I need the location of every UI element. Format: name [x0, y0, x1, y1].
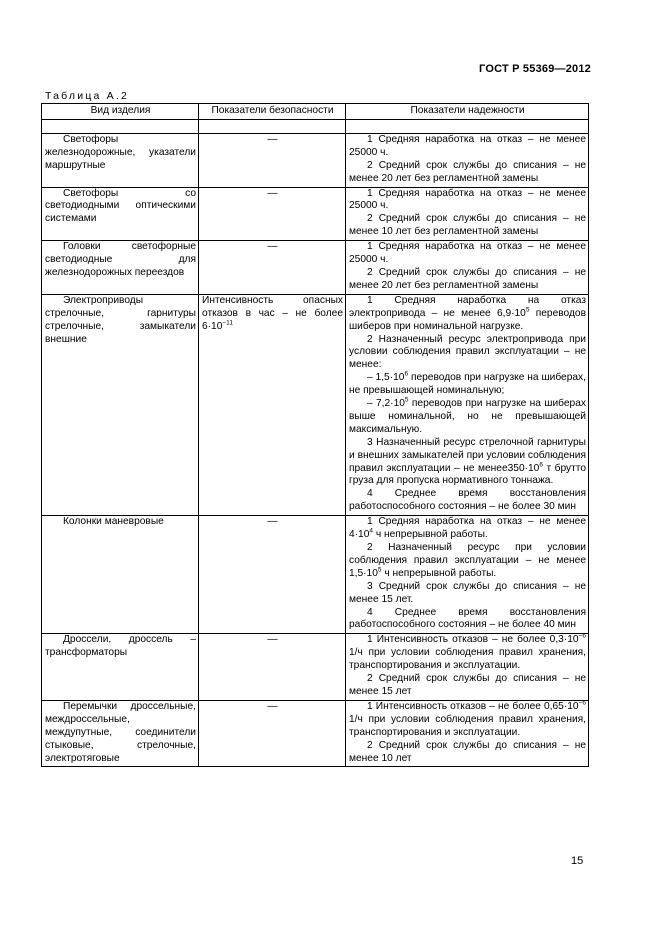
standard-designation: ГОСТ Р 55369—2012 — [479, 63, 591, 75]
header-reliability: Показатели надежности — [346, 104, 589, 120]
reliability-cell: 1 Средняя наработка на отказ – не менее 25000 ч. 2 Средний срок службы до списания – не менее 10 лет без регламентной замены — [346, 187, 589, 241]
product-cell: Дроссели, дроссель – трансформаторы — [42, 634, 199, 701]
safety-cell: — — [199, 133, 346, 187]
reliability-cell: 1 Средняя наработка на отказ – не менее 25000 ч. 2 Средний срок службы до списания – не менее 20 лет без регламентной замены — [346, 133, 589, 187]
product-cell: Головки светофорные светодиодные для железнодорожных переездов — [42, 241, 199, 295]
safety-cell: — — [199, 634, 346, 701]
reliability-table — [41, 103, 589, 767]
header-product: Вид изделия — [42, 104, 199, 120]
product-cell: Электроприводы стрелочные, гарнитуры стрелочные, замыкатели внешние — [42, 294, 199, 515]
table-row — [42, 634, 589, 701]
reliability-cell: 1 Средняя наработка на отказ электропривода – не менее $6,9\cdot 10^5$ переводов шиберов при номинальной нагрузке. 2 Назначенный ресурс электропривода при условии соблюдения правил эксплуатации – не менее: – $1,5\cdot 10^6$ переводов при нагрузке на шиберах, не превышающей номинальную; – $7,2\cdot 10^5$ переводов при нагрузке на шиберах выше номинальной, но не превышающей максимальную. 3 Назначенный ресурс стрелочной гарнитуры и внешних замыкателей при условии соблюдения правил эксплуатации – не $менее350\cdot 10^6$ т брутто груза для пропуска нормативного тоннажа. 4 Среднее время восстановления работоспособного состояния – не более 30 мин — [346, 294, 589, 515]
safety-cell: — — [199, 187, 346, 241]
reliability-cell: 1 Средняя наработка на отказ – не менее $4\cdot 10^4$ ч непрерывной работы. 2 Назначенный ресурс при условии соблюдения правил эксплуатации – не менее $1,5\cdot 10^5$ ч непрерывной работы. 3 Средний срок службы до списания – не менее 15 лет. 4 Среднее время восстановления работоспособного состояния – не более 40 мин — [346, 516, 589, 634]
table-row — [42, 187, 589, 241]
table-row — [42, 133, 589, 187]
page-number: 15 — [571, 855, 584, 867]
reliability-cell: 1 Средняя наработка на отказ – не менее 25000 ч. 2 Средний срок службы до списания – не менее 20 лет без регламентной замены — [346, 241, 589, 295]
table-spacer-row — [42, 119, 589, 133]
table-caption: Таблица А.2 — [45, 90, 130, 102]
table-header-row — [42, 104, 589, 120]
product-cell: Светофоры со светодиодными оптическими системами — [42, 187, 199, 241]
reliability-cell: 1 Интенсивность отказов – не более $0,65\cdot 10^{-6}$ 1/ч при условии соблюдения правил хранения, транспортирования и эксплуатации. 2 Средний срок службы до списания – не менее 10 лет — [346, 700, 589, 767]
safety-cell: — — [199, 700, 346, 767]
table-row — [42, 241, 589, 295]
safety-cell: Интенсивность опасных отказов в час – не более $6\cdot 10^{-11}$ — [199, 294, 346, 515]
product-cell: Перемычки дроссельные, междроссельные, междупутные, соединители стыковые, стрелочные, электротяговые — [42, 700, 199, 767]
safety-cell: — — [199, 241, 346, 295]
product-cell: Светофоры железнодорожные, указатели маршрутные — [42, 133, 199, 187]
table-row — [42, 294, 589, 515]
product-cell: Колонки маневровые — [42, 516, 199, 634]
safety-cell: — — [199, 516, 346, 634]
table-row — [42, 700, 589, 767]
header-safety: Показатели безопасности — [199, 104, 346, 120]
table-row — [42, 516, 589, 634]
reliability-cell: 1 Интенсивность отказов – не более $0,3\cdot 10^{-6}$ 1/ч при условии соблюдения правил хранения, транспортирования и эксплуатации. 2 Средний срок службы до списания – не менее 15 лет — [346, 634, 589, 701]
